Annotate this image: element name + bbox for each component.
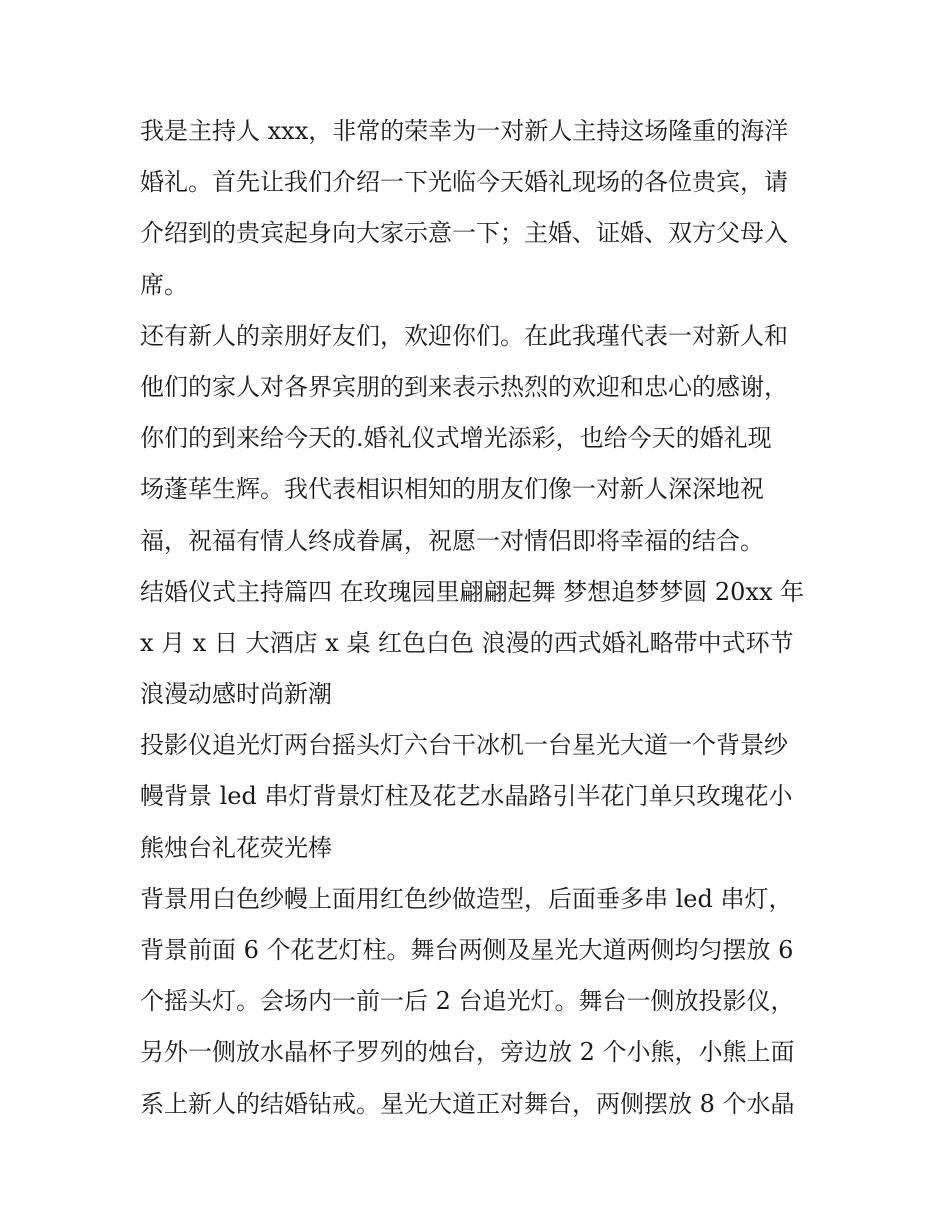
text-line: 我是主持人 xxx，非常的荣幸为一对新人主持这场隆重的海洋	[140, 117, 789, 145]
text-line: 场蓬荜生辉。我代表相识相知的朋友们像一对新人深深地祝	[140, 475, 764, 504]
text-line: 背景用白色纱幔上面用红色纱做造型，后面垂多串 led 串灯，	[140, 884, 793, 913]
text-line: 个摇头灯。会场内一前一后 2 台追光灯。舞台一侧放投影仪，	[140, 987, 795, 1016]
document-body	[140, 106, 820, 1130]
text-line: 背景前面 6 个花艺灯柱。舞台两侧及星光大道两侧均匀摆放 6	[140, 936, 794, 964]
text-line: 投影仪追光灯两台摇头灯六台干冰机一台星光大道一个背景纱	[140, 731, 788, 760]
text-line: 婚礼。首先让我们介绍一下光临今天婚礼现场的各位贵宾，请	[140, 168, 788, 197]
text-line: 福，祝福有情人终成眷属，祝愿一对情侣即将幸福的结合。	[140, 526, 764, 555]
text-line: 幔背景 led 串灯背景灯柱及花艺水晶路引半花门单只玫瑰花小	[140, 782, 793, 811]
text-line: 浪漫动感时尚新潮	[140, 680, 332, 709]
text-line: 另外一侧放水晶杯子罗列的烛台，旁边放 2 个小熊，小熊上面	[140, 1038, 795, 1067]
text-line: 介绍到的贵宾起身向大家示意一下；主婚、证婚、双方父母入	[140, 219, 788, 248]
text-line: 结婚仪式主持篇四 在玫瑰园里翩翩起舞 梦想追梦梦圆 20xx 年	[140, 577, 805, 606]
text-line: 席。	[140, 270, 188, 299]
text-line: 熊烛台礼花荧光棒	[140, 833, 332, 862]
text-line: 他们的家人对各界宾朋的到来表示热烈的欢迎和忠心的感谢，	[140, 372, 788, 401]
text-line: 你们的到来给今天的.婚礼仪式增光添彩，也给今天的婚礼现	[140, 424, 772, 453]
text-line: 系上新人的结婚钻戒。星光大道正对舞台，两侧摆放 8 个水晶	[140, 1089, 795, 1118]
text-line: 还有新人的亲朋好友们，欢迎你们。在此我瑾代表一对新人和	[140, 321, 788, 350]
text-line: x 月 x 日 大酒店 x 桌 红色白色 浪漫的西式婚礼略带中式环节	[140, 628, 794, 657]
